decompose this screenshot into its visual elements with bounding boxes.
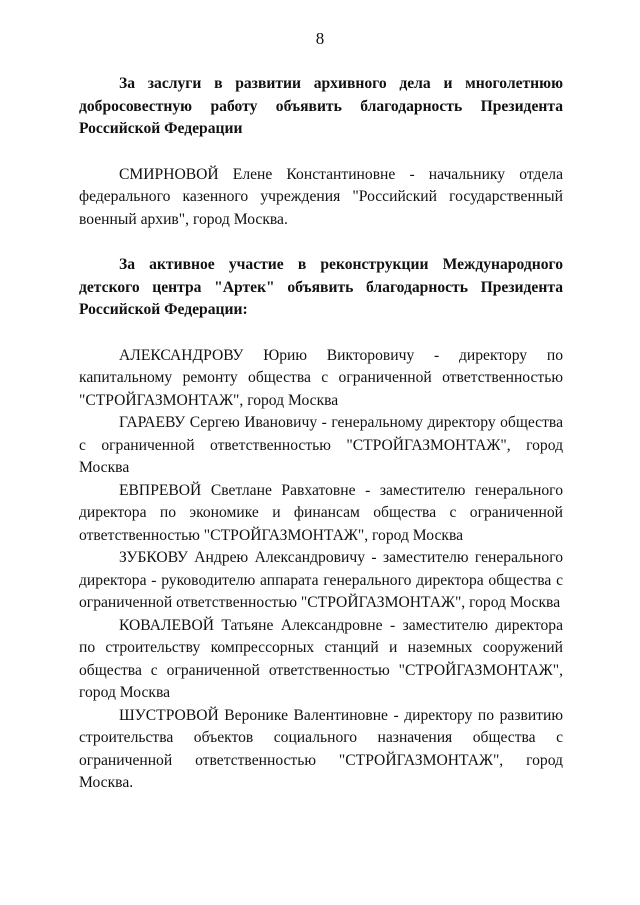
spacer: [79, 141, 563, 164]
award-entry-garaev: ГАРАЕВУ Сергею Ивановичу - генеральному директору общества с ограниченной ответственностью "СТРОЙГАЗМОНТАЖ", город Москва: [79, 414, 563, 476]
section-heading-archive-merits: За заслуги в развитии архивного дела и многолетнюю добросовестную работу объявить благодарность Президента Российской Федерации: [79, 75, 563, 137]
page-number: 8: [315, 29, 325, 48]
document-body: [79, 73, 563, 795]
award-entry-evpreva: ЕВПРЕВОЙ Светлане Равхатовне - заместителю генерального директора по экономике и финансам общества с ограниченной ответственностью "СТРОЙГАЗМОНТАЖ", город Москва: [79, 481, 563, 544]
section-heading-artek-reconstruction: За активное участие в реконструкции Международного детского центра "Артек" объявить благодарность Президента Российской Федерации:: [79, 256, 563, 318]
award-entry-smirnova: СМИРНОВОЙ Елене Константиновне - начальнику отдела федерального казенного учреждения "Российский государственный военный архив", город Москва.: [79, 165, 563, 228]
award-entry-zubkov: ЗУБКОВУ Андрею Александровичу - заместителю генерального директора - руководителю аппарата генерального директора общества с ограниченной ответственностью "СТРОЙГАЗМОНТАЖ", город Москва: [79, 549, 563, 611]
spacer: [79, 231, 563, 254]
award-entry-aleksandrov: АЛЕКСАНДРОВУ Юрию Викторовичу - директору по капитальному ремонту общества с ограниченной ответственностью "СТРОЙГАЗМОНТАЖ", город Москва: [79, 346, 563, 409]
award-entry-kovaleva: КОВАЛЕВОЙ Татьяне Александровне - заместителю директора по строительству компрессорных станций и наземных сооружений общества с ограниченной ответственностью "СТРОЙГАЗМОНТАЖ", город Москва: [79, 616, 563, 701]
spacer: [79, 322, 563, 345]
award-entry-shustrova: ШУСТРОВОЙ Веронике Валентиновне - директору по развитию строительства объектов социального назначения общества с ограниченной ответственностью "СТРОЙГАЗМОНТАЖ", город Москва.: [79, 706, 563, 791]
